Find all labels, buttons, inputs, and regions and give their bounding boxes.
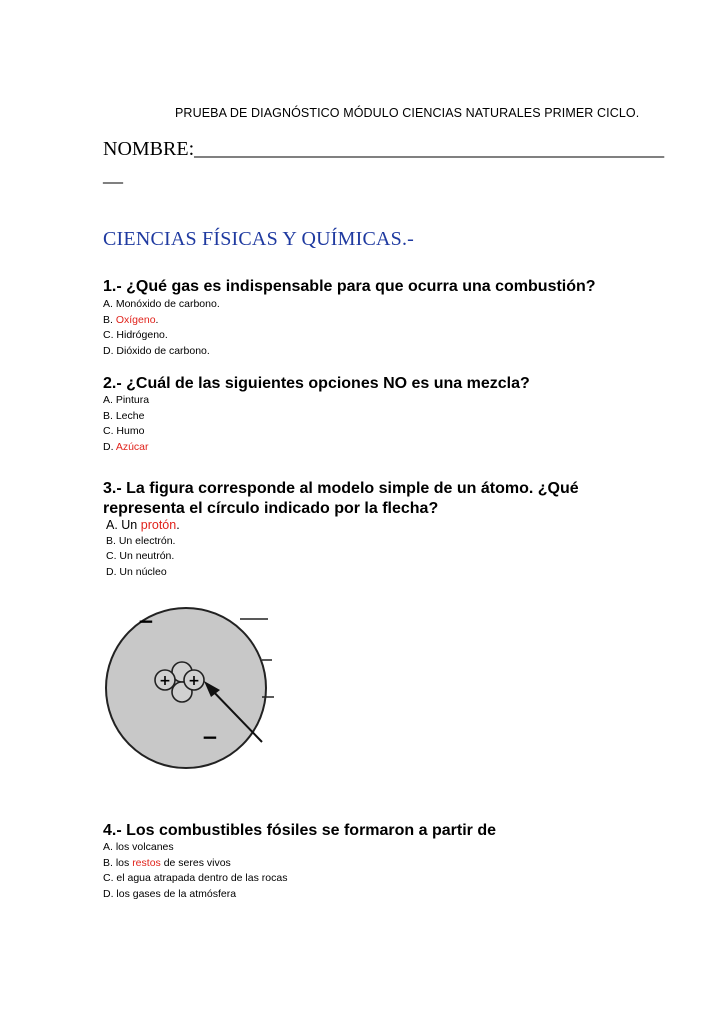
question-4-options xyxy=(103,840,287,902)
option-d: D. Dióxido de carbono. xyxy=(103,344,210,357)
option-c: C. Humo xyxy=(103,425,145,437)
name-field-line-continuation: __ xyxy=(103,164,123,186)
atom-model-figure xyxy=(102,602,282,784)
question-1-title: 1.- ¿Qué gas es indispensable para que ocurra una combustión? xyxy=(103,278,596,295)
marked-answer: Azúcar xyxy=(115,440,149,453)
marked-answer: protón xyxy=(140,518,177,532)
option-a: A. Pintura xyxy=(103,394,150,406)
name-field-line: NOMBRE:_______________________________________________ xyxy=(103,138,665,160)
option-b: B. los restos de seres vivos xyxy=(103,856,231,869)
option-d: D. Un núcleo xyxy=(106,565,167,578)
option-d: D. los gases de la atmósfera xyxy=(103,887,237,900)
question-2-options xyxy=(103,393,149,455)
question-2-title: 2.- ¿Cuál de las siguientes opciones NO es una mezcla? xyxy=(103,375,530,392)
option-c: C. Un neutrón. xyxy=(106,550,175,562)
question-3-title-line2: representa el círculo indicado por la flecha? xyxy=(103,500,439,517)
question-3-options xyxy=(106,518,180,580)
document-header: PRUEBA DE DIAGNÓSTICO MÓDULO CIENCIAS NATURALES PRIMER CICLO. xyxy=(175,106,640,120)
question-1-options xyxy=(103,297,220,359)
option-a: A. los volcanes xyxy=(103,841,174,853)
proton-charge: + xyxy=(188,673,200,689)
proton-charge: + xyxy=(159,673,171,689)
option-a: A. Un protón. xyxy=(106,518,180,532)
electron: − xyxy=(201,725,219,749)
question-4-title: 4.- Los combustibles fósiles se formaron a partir de xyxy=(103,822,496,839)
marked-answer: restos xyxy=(132,856,161,869)
option-c: C. el agua atrapada dentro de las rocas xyxy=(103,872,288,884)
option-d: D. Azúcar xyxy=(103,440,149,453)
electron: − xyxy=(137,609,155,633)
option-c: C. Hidrógeno. xyxy=(103,329,168,341)
option-b: B. Un electrón. xyxy=(106,534,176,547)
question-3-title-line1: 3.- La figura corresponde al modelo simple de un átomo. ¿Qué xyxy=(103,480,579,497)
option-a: A. Monóxido de carbono. xyxy=(103,298,220,310)
option-b: B. Oxígeno. xyxy=(103,313,159,326)
marked-answer: Oxígeno xyxy=(115,313,156,326)
section-title: CIENCIAS FÍSICAS Y QUÍMICAS.- xyxy=(103,228,415,250)
option-b: B. Leche xyxy=(103,409,145,422)
